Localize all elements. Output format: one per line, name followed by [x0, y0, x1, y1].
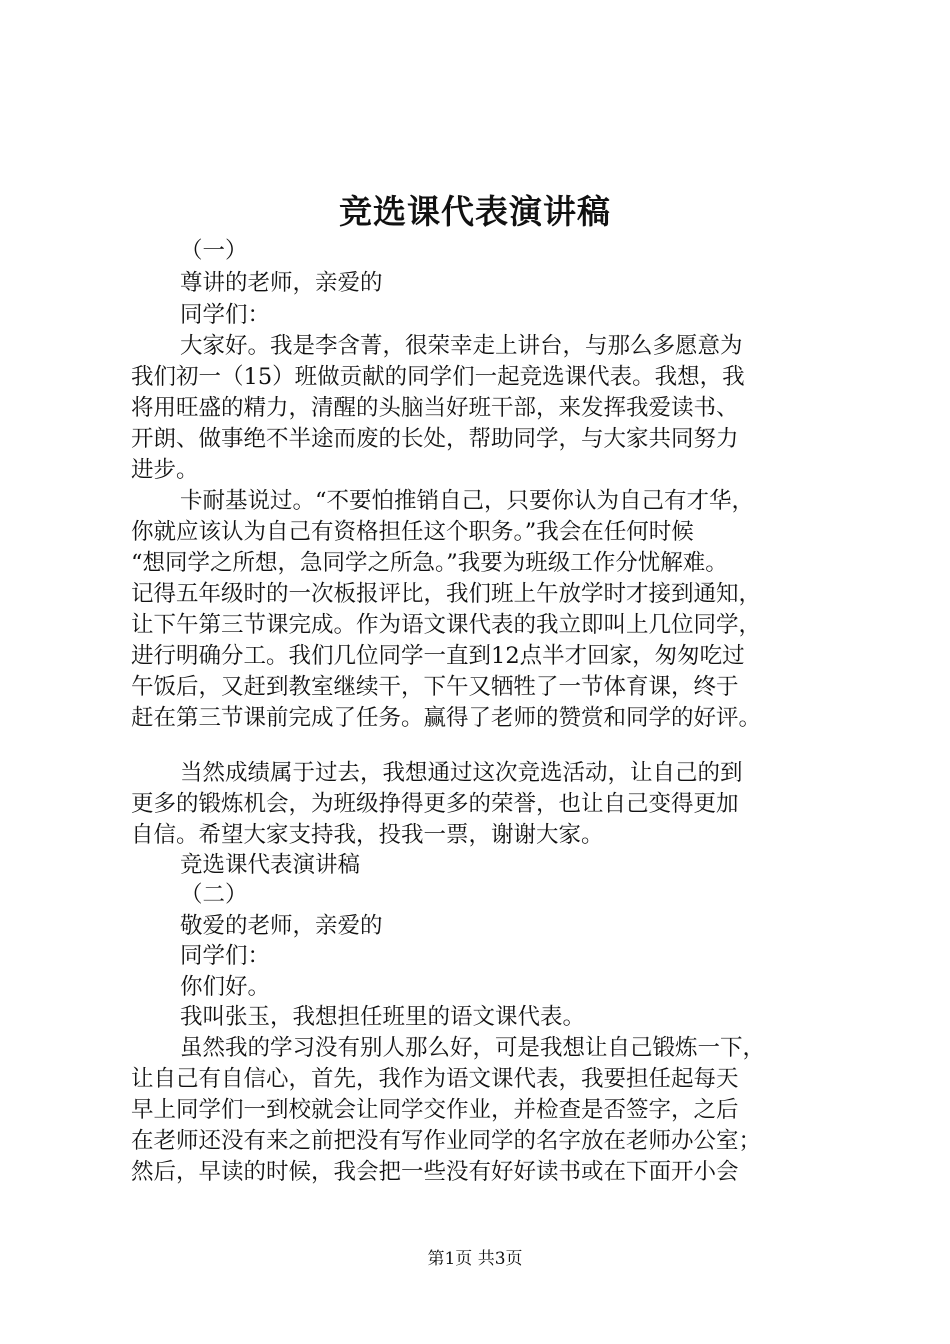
- section-heading: 竞选课代表演讲稿: [180, 852, 361, 878]
- section-number: （二）: [180, 882, 248, 908]
- paragraph-line: 你就应该认为自己有资格担任这个职务。”我会在任何时候: [131, 519, 694, 545]
- paragraph-line: 让下午第三节课完成。作为语文课代表的我立即叫上几位同学，: [131, 612, 762, 638]
- section-number: （一）: [180, 238, 248, 264]
- paragraph-line: 记得五年级时的一次板报评比，我们班上午放学时才接到通知，: [131, 581, 762, 607]
- paragraph-line: 在老师还没有来之前把没有写作业同学的名字放在老师办公室；: [131, 1128, 762, 1154]
- salutation: 敬爱的老师，亲爱的: [180, 913, 383, 939]
- paragraph-line: 我们初一（15）班做贡献的同学们一起竞选课代表。我想，我: [131, 364, 745, 390]
- greeting: 你们好。: [180, 974, 271, 1000]
- paragraph-line: 让自己有自信心，首先，我作为语文课代表，我要担任起每天: [131, 1066, 739, 1092]
- salutation: 同学们：: [180, 943, 271, 969]
- paragraph-line: 我叫张玉，我想担任班里的语文课代表。: [180, 1004, 586, 1030]
- paragraph-line: 早上同学们一到校就会让同学交作业，并检查是否签字，之后: [131, 1097, 739, 1123]
- paragraph-line: 虽然我的学习没有别人那么好，可是我想让自己锻炼一下，: [180, 1035, 766, 1061]
- paragraph-line: 午饭后，又赶到教室继续干，下午又牺牲了一节体育课，终于: [131, 674, 739, 700]
- paragraph-line: 进行明确分工。我们几位同学一直到12点半才回家，匆匆吃过: [131, 643, 745, 669]
- paragraph-line: 进步。: [131, 457, 199, 483]
- paragraph-line: 更多的锻炼机会，为班级挣得更多的荣誉，也让自己变得更加: [131, 791, 739, 817]
- paragraph-line: 自信。希望大家支持我，投我一票，谢谢大家。: [131, 822, 604, 848]
- paragraph-line: 将用旺盛的精力，清醒的头脑当好班干部，来发挥我爱读书、: [131, 395, 739, 421]
- paragraph-line: 然后，早读的时候，我会把一些没有好好读书或在下面开小会: [131, 1159, 739, 1185]
- document-title: 竞选课代表演讲稿: [339, 192, 611, 231]
- paragraph-line: 卡耐基说过。“不要怕推销自己，只要你认为自己有才华，: [180, 488, 755, 514]
- salutation: 同学们：: [180, 302, 271, 328]
- paragraph-line: 当然成绩属于过去，我想通过这次竞选活动，让自己的到: [180, 760, 743, 786]
- page-footer: 第1页 共3页: [427, 1249, 523, 1269]
- paragraph-line: 开朗、做事绝不半途而废的长处，帮助同学，与大家共同努力: [131, 426, 739, 452]
- paragraph-line: 赶在第三节课前完成了任务。赢得了老师的赞赏和同学的好评。: [131, 705, 762, 731]
- salutation: 尊讲的老师，亲爱的: [180, 270, 383, 296]
- paragraph-line: “想同学之所想，急同学之所急。”我要为班级工作分忧解难。: [131, 550, 728, 576]
- paragraph-line: 大家好。我是李含菁，很荣幸走上讲台，与那么多愿意为: [180, 333, 743, 359]
